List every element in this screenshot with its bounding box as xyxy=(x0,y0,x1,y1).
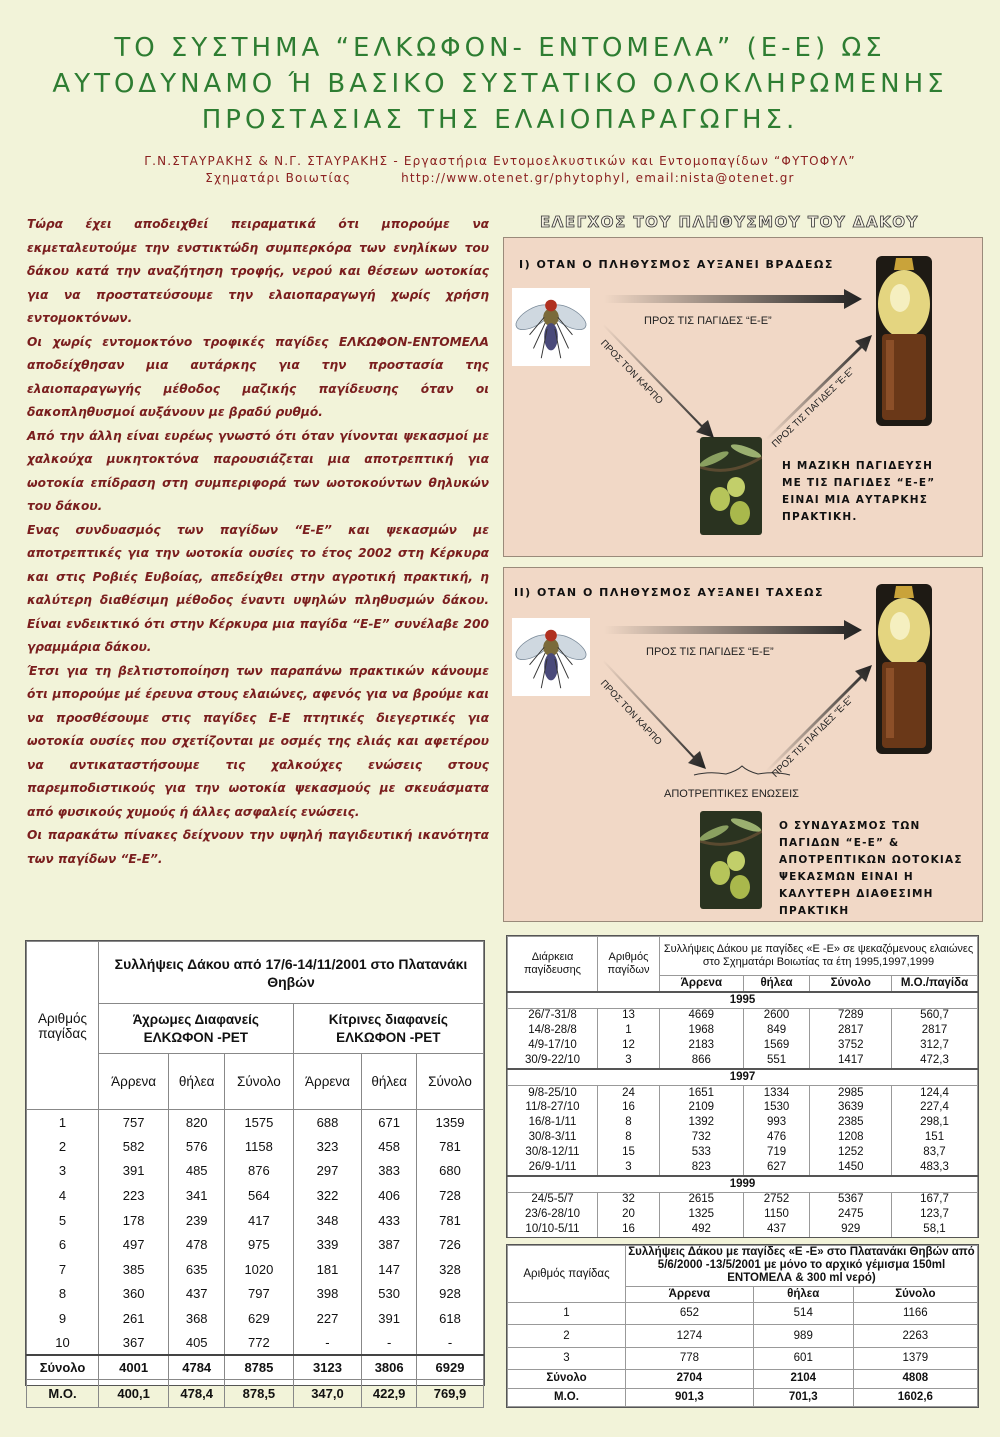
table-cell: 582 xyxy=(99,1134,169,1159)
column-header: θήλεα xyxy=(362,1054,417,1110)
table-cell: 3806 xyxy=(362,1355,417,1379)
table-cell: 2817 xyxy=(892,1023,978,1038)
table-cell: 437 xyxy=(743,1222,810,1237)
table-cell: 323 xyxy=(293,1134,362,1159)
table-cell: 478 xyxy=(169,1232,225,1257)
table-cell: 385 xyxy=(99,1257,169,1282)
table-cell: 769,9 xyxy=(417,1379,484,1407)
table-cell: 368 xyxy=(169,1306,225,1331)
panel-note: Ο ΣΥΝΔΥΑΣΜΟΣ ΤΩΝ ΠΑΓΙΔΩΝ “Ε-Ε” & ΑΠΟΤΡΕΠΤΙΚΩΝ ΩΟΤΟΚΙΑΣ ΨΕΚΑΣΜΩΝ ΕΙΝΑΙ Η ΚΑΛΥΤΕΡΗ ΔΙΑΘΕΣΙΜΗ ΠΡΑΚΤΙΚΗ xyxy=(779,820,963,917)
table-cell: 772 xyxy=(225,1331,293,1356)
table-cell: 1166 xyxy=(853,1303,977,1325)
table-cell: 726 xyxy=(417,1232,484,1257)
table-cell: 778 xyxy=(626,1347,754,1369)
table-cell: 7289 xyxy=(810,1008,892,1023)
table-cell: 618 xyxy=(417,1306,484,1331)
table-cell: 497 xyxy=(99,1232,169,1257)
table-title: Συλλήψεις Δάκου με παγίδες «Ε -Ε» σε ψεκαζόμενους ελαιώνες στο Σχηματάρι Βοιωτίας τα έτη 1995,1997,1999 xyxy=(660,937,978,976)
table-cell: 2263 xyxy=(853,1325,977,1347)
table-cell: 1379 xyxy=(853,1347,977,1369)
table-cell: 1575 xyxy=(225,1110,293,1135)
table-cell: 2385 xyxy=(810,1115,892,1130)
table-cell: 1651 xyxy=(660,1085,744,1100)
table-cell: 1530 xyxy=(743,1101,810,1116)
table-cell: 26/9-1/11 xyxy=(508,1160,598,1176)
table-cell: 11/8-27/10 xyxy=(508,1101,598,1116)
arrow-label-fruit-to-traps: ΠΡΟΣ ΤΙΣ ΠΑΓΙΔΕΣ “Ε-Ε” xyxy=(770,693,856,780)
table-cell: 1450 xyxy=(810,1160,892,1176)
table-row xyxy=(508,1130,978,1145)
table-cell: 560,7 xyxy=(892,1008,978,1023)
group-header: Άχρωμες Διαφανείς ΕΛΚΩΦΟΝ -PET xyxy=(99,1004,294,1054)
table-cell: 1252 xyxy=(810,1145,892,1160)
table-cell: 398 xyxy=(293,1282,362,1307)
column-header: θήλεα xyxy=(169,1054,225,1110)
table-cell: 1020 xyxy=(225,1257,293,1282)
table-row xyxy=(508,1008,978,1023)
paragraph-4: Ενας συνδυασμός των παγίδων “Ε-Ε” και ψεκασμών με αποτρεπτικές για την ωοτοκία ουσίες το έτος 2002 στη Κέρκυρα και στις Ροβιές Ευβοίας, απεδείχθει στην αγροτική πρακτική, η καλύτερη διαθέσιμη μέθοδος έναντι υψηλών πληθυσμών δάκου. Είναι ενδεικτικό ότι στην Κέρκυρα μια παγίδα “Ε-Ε” συνέλαβε 200 γραμμάρια δάκου. xyxy=(27,522,489,654)
table-row xyxy=(508,1207,978,1222)
table-cell: 406 xyxy=(362,1183,417,1208)
table-row xyxy=(27,1159,484,1184)
table-cell: 4808 xyxy=(853,1370,977,1388)
table-cell: 297 xyxy=(293,1159,362,1184)
table-cell: 16 xyxy=(598,1222,660,1237)
table-cell: 4001 xyxy=(99,1355,169,1379)
table-row xyxy=(27,1110,484,1135)
table-title: Συλλήψεις Δάκου από 17/6-14/11/2001 στο Πλατανάκι Θηβών xyxy=(99,942,484,1004)
arrow-label-to-fruit: ΠΡΟΣ ΤΟΝ ΚΑΡΠΟ xyxy=(597,678,664,748)
arrow-label-to-traps: ΠΡΟΣ ΤΙΣ ΠΑΓΙΔΕΣ “Ε-Ε” xyxy=(644,315,772,327)
table-cell: 10/10-5/11 xyxy=(508,1222,598,1237)
year-row xyxy=(508,992,978,1008)
table-platanaki-2001 xyxy=(25,940,485,1401)
table-cell: 341 xyxy=(169,1183,225,1208)
table-cell: 3123 xyxy=(293,1355,362,1379)
table-cell: 7 xyxy=(27,1257,99,1282)
table-cell: 2104 xyxy=(753,1370,853,1388)
table-row xyxy=(508,1303,978,1325)
table-schimatari-1995-1999 xyxy=(506,935,979,1238)
table-cell: 472,3 xyxy=(892,1053,978,1069)
table-cell: 387 xyxy=(362,1232,417,1257)
page-title xyxy=(0,30,1000,138)
table-cell: - xyxy=(293,1331,362,1356)
table-row xyxy=(508,1192,978,1207)
table-cell: 929 xyxy=(810,1222,892,1237)
table-cell: 3639 xyxy=(810,1101,892,1116)
table-cell: 16 xyxy=(598,1101,660,1116)
table-cell: 478,4 xyxy=(169,1379,225,1407)
year-row xyxy=(508,1176,978,1192)
table-cell: 405 xyxy=(169,1331,225,1356)
table-cell: 391 xyxy=(99,1159,169,1184)
table-cell: 26/7-31/8 xyxy=(508,1008,598,1023)
table-cell: 530 xyxy=(362,1282,417,1307)
table-cell: 4669 xyxy=(660,1008,744,1023)
table-cell: 347,0 xyxy=(293,1379,362,1407)
table-cell: 781 xyxy=(417,1208,484,1233)
table-cell: 533 xyxy=(660,1145,744,1160)
column-header: Σύνολο xyxy=(853,1286,977,1302)
table-cell: 6 xyxy=(27,1232,99,1257)
table-cell: 3752 xyxy=(810,1038,892,1053)
table-cell: 2985 xyxy=(810,1085,892,1100)
table-cell: 151 xyxy=(892,1130,978,1145)
table-cell: 2475 xyxy=(810,1207,892,1222)
table-cell: 1392 xyxy=(660,1115,744,1130)
table-cell: 1208 xyxy=(810,1130,892,1145)
table-cell: 12 xyxy=(598,1038,660,1053)
column-header: Άρρενα xyxy=(99,1054,169,1110)
table-cell: 20 xyxy=(598,1207,660,1222)
table-row xyxy=(508,1101,978,1116)
table-cell: 383 xyxy=(362,1159,417,1184)
panel-note: Η ΜΑΖΙΚΗ ΠΑΓΙΔΕΥΣΗ ΜΕ ΤΙΣ ΠΑΓΙΔΕΣ “Ε-Ε” ΕΙΝΑΙ ΜΙΑ ΑΥΤΑΡΚΗΣ ΠΡΑΚΤΙΚΗ. xyxy=(782,460,936,523)
table-cell: 9 xyxy=(27,1306,99,1331)
table-cell: 360 xyxy=(99,1282,169,1307)
table-cell: 239 xyxy=(169,1208,225,1233)
table-cell: 3 xyxy=(27,1159,99,1184)
table-cell: 13 xyxy=(598,1008,660,1023)
table-cell: 629 xyxy=(225,1306,293,1331)
table-cell: 3 xyxy=(598,1053,660,1069)
table-cell: 2109 xyxy=(660,1101,744,1116)
table-platanaki-2000-2001 xyxy=(506,1244,979,1408)
table-cell: 32 xyxy=(598,1192,660,1207)
table-cell: 719 xyxy=(743,1145,810,1160)
table-cell: 1334 xyxy=(743,1085,810,1100)
column-header: Άρρενα xyxy=(293,1054,362,1110)
table-cell: 797 xyxy=(225,1282,293,1307)
table-cell: 14/8-28/8 xyxy=(508,1023,598,1038)
table-cell: 339 xyxy=(293,1232,362,1257)
table-cell: 15 xyxy=(598,1145,660,1160)
table-cell: 492 xyxy=(660,1222,744,1237)
table-cell: 1602,6 xyxy=(853,1388,977,1406)
table-cell: 261 xyxy=(99,1306,169,1331)
table-row xyxy=(508,1115,978,1130)
table-cell: 901,3 xyxy=(626,1388,754,1406)
table-cell: 4 xyxy=(27,1183,99,1208)
table-cell: 757 xyxy=(99,1110,169,1135)
paragraph-6: Οι παρακάτω πίνακες δείχνουν την υψηλή παγιδευτική ικανότητα των παγίδων “Ε-Ε”. xyxy=(27,828,489,866)
table-cell: 2183 xyxy=(660,1038,744,1053)
table-row xyxy=(27,1331,484,1356)
table-cell: 58,1 xyxy=(892,1222,978,1237)
table-cell: Σύνολο xyxy=(27,1355,99,1379)
table-cell: 993 xyxy=(743,1115,810,1130)
table-row xyxy=(27,1208,484,1233)
table-row xyxy=(508,1038,978,1053)
table-cell: 820 xyxy=(169,1110,225,1135)
table-cell: 680 xyxy=(417,1159,484,1184)
arrow-label-to-fruit: ΠΡΟΣ ΤΟΝ ΚΑΡΠΟ xyxy=(598,338,665,407)
authors-location: Σχηματάρι Βοιωτίας xyxy=(205,171,352,185)
column-header: Μ.Ο./παγίδα xyxy=(892,975,978,991)
deterrent-label: ΑΠΟΤΡΕΠΤΙΚΕΣ ΕΝΩΣΕΙΣ xyxy=(664,788,799,800)
table-cell: 400,1 xyxy=(99,1379,169,1407)
table-cell: 688 xyxy=(293,1110,362,1135)
table-cell: 551 xyxy=(743,1053,810,1069)
table-title: Συλλήψεις Δάκου με παγίδες «Ε -Ε» στο Πλατανάκι Θηβών από 5/6/2000 -13/5/2001 με μόνο το αρχικό γέμισμα 150ml ΕΝΤΟΜΕΛΑ & 300 ml νερό) xyxy=(626,1246,978,1287)
table-cell: 367 xyxy=(99,1331,169,1356)
authors-block xyxy=(0,153,1000,187)
table-cell: 1569 xyxy=(743,1038,810,1053)
table-cell: 23/6-28/10 xyxy=(508,1207,598,1222)
table-row xyxy=(27,1257,484,1282)
table-cell: 3 xyxy=(598,1160,660,1176)
table-cell: 8785 xyxy=(225,1355,293,1379)
table-cell: 1359 xyxy=(417,1110,484,1135)
paragraph-3: Από την άλλη είναι ευρέως γνωστό ότι όταν γίνονται ψεκασμοί με χαλκούχα μυκητοκτόνα παρουσιάζεται μια αποτρεπτική για ωοτοκία επίδραση στη συμπεριφορά των ωοτοκούντων θηλυκών του δάκου. xyxy=(27,428,489,513)
column-header: Σύνολο xyxy=(225,1054,293,1110)
table-cell: 4/9-17/10 xyxy=(508,1038,598,1053)
table-row xyxy=(508,1325,978,1347)
table-cell: 10 xyxy=(27,1331,99,1356)
authors-contact: http://www.otenet.gr/phytophyl, email:nista@otenet.gr xyxy=(401,171,795,185)
table-cell: 671 xyxy=(362,1110,417,1135)
table-cell: 181 xyxy=(293,1257,362,1282)
table-cell: 24 xyxy=(598,1085,660,1100)
table-cell: 989 xyxy=(753,1325,853,1347)
table-row xyxy=(27,1282,484,1307)
authors-line: Γ.Ν.ΣΤΑΥΡΑΚΗΣ & Ν.Γ. ΣΤΑΥΡΑΚΗΣ - Εργαστήρια Εντομοελκυστικών και Εντομοπαγίδων “ΦΥΤΟΦΥΛ” xyxy=(144,154,856,168)
table-cell: 8 xyxy=(598,1115,660,1130)
slow-growth-panel xyxy=(503,237,983,557)
column-header: θήλεα xyxy=(743,975,810,991)
table-cell: 2600 xyxy=(743,1008,810,1023)
table-cell: 652 xyxy=(626,1303,754,1325)
paragraph-2: Οι χωρίς εντομοκτόνο τροφικές παγίδες ΕΛΚΩΦΟΝ-ΕΝΤΟΜΕΛΑ αποδείχθησαν μια αυτάρκης για την προστασία της ελαιοπαραγωγής μέθοδος μαζικής παγίδευσης όταν οι δακοπληθυσμοί αυξάνουν με βραδύ ρυθμό. xyxy=(27,334,489,419)
table-cell: 2 xyxy=(27,1134,99,1159)
table-cell: 83,7 xyxy=(892,1145,978,1160)
table-cell: 1 xyxy=(598,1023,660,1038)
table-cell: 8 xyxy=(598,1130,660,1145)
table-cell: 1997 xyxy=(508,1069,978,1085)
fast-growth-panel xyxy=(503,567,983,922)
table-cell: 322 xyxy=(293,1183,362,1208)
table-cell: 417 xyxy=(225,1208,293,1233)
table-row xyxy=(27,1306,484,1331)
table-cell: 1274 xyxy=(626,1325,754,1347)
table-cell: 701,3 xyxy=(753,1388,853,1406)
title-line-2: ΑΥΤΟΔΥΝΑΜΟ Ή ΒΑΣΙΚΟ ΣΥΣΤΑΤΙΚΟ ΟΛΟΚΛΗΡΩΜΕΝΗΣ xyxy=(52,69,948,99)
table-row xyxy=(508,1222,978,1237)
group-header: Κίτρινες διαφανείς ΕΛΚΩΦΟΝ -PET xyxy=(293,1004,483,1054)
table-cell: 576 xyxy=(169,1134,225,1159)
table-cell: Μ.Ο. xyxy=(27,1379,99,1407)
table-cell: 1325 xyxy=(660,1207,744,1222)
table-cell: 5 xyxy=(27,1208,99,1233)
table-cell: 422,9 xyxy=(362,1379,417,1407)
column-header: Άρρενα xyxy=(626,1286,754,1302)
table-cell: 1158 xyxy=(225,1134,293,1159)
panel-heading: II) ΟΤΑΝ Ο ΠΛΗΘΥΣΜΟΣ ΑΥΞΑΝΕΙ ΤΑΧΕΩΣ xyxy=(514,586,824,599)
arrow-label-fruit-to-traps: ΠΡΟΣ ΤΙΣ ΠΑΓΙΔΕΣ “Ε-Ε” xyxy=(770,365,857,450)
table-cell: 312,7 xyxy=(892,1038,978,1053)
table-row xyxy=(508,1145,978,1160)
column-header: Άρρενα xyxy=(660,975,744,991)
table-cell: 483,3 xyxy=(892,1160,978,1176)
table-cell: 147 xyxy=(362,1257,417,1282)
panel-heading: I) ΟΤΑΝ Ο ΠΛΗΘΥΣΜΟΣ ΑΥΞΑΝΕΙ ΒΡΑΔΕΩΣ xyxy=(519,258,834,271)
table-cell: 298,1 xyxy=(892,1115,978,1130)
title-line-1: ΤΟ ΣΥΣΤΗΜΑ “ΕΛΚΩΦΟΝ- ΕΝΤΟΜΕΛΑ” (Ε-Ε) ΩΣ xyxy=(114,33,886,63)
column-header: Διάρκεια παγίδευσης xyxy=(508,937,598,992)
column-header: Αριθμός παγίδων xyxy=(598,937,660,992)
table-row xyxy=(508,1053,978,1069)
table-cell: 178 xyxy=(99,1208,169,1233)
table-cell: 30/8-3/11 xyxy=(508,1130,598,1145)
paragraph-1: Τώρα έχει αποδειχθεί πειραματικά ότι μπορούμε να εκμεταλευτούμε την ενστικτώδη συμπερκόρα των ενηλίκων του δάκου κατά την αναζήτηση τροφής, νερού και θέσεων ωοτοκίας για να προστατεύσουμε την ελαιοπαραγωγή χωρίς χρήση εντομοκτόνων. xyxy=(27,217,489,325)
table-cell: 227 xyxy=(293,1306,362,1331)
table-cell: 8 xyxy=(27,1282,99,1307)
paragraph-5: Έτσι για τη βελτιστοποίηση των παραπάνω πρακτικών κάνουμε ότι μπορούμε μέ έρευνα στους ελαιώνες, αφενός για να βρούμε και να προσθέσουμε στις παγίδες Ε-Ε πτητικές διεγερτικές για ωοτοκία ουσίες που σχετίζονται με οσμές της ελιάς και αφετέρου να αντικαταστήσουμε τις χαλκούχες ενώσεις στους παρεμποδιστικούς για την ωοτοκία ψεκασμούς με σκευάσματα από φυσικούς χυμούς ή άλλες ασφαλείς ενώσεις. xyxy=(27,663,489,819)
table-row xyxy=(27,1183,484,1208)
table-cell: 2817 xyxy=(810,1023,892,1038)
table-cell: - xyxy=(417,1331,484,1356)
table-row xyxy=(27,1232,484,1257)
column-header: Σύνολο xyxy=(417,1054,484,1110)
year-row xyxy=(508,1069,978,1085)
control-section-title: ΕΛΕΓΧΟΣ ΤΟΥ ΠΛΗΘΥΣΜΟΥ ΤΟΥ ΔΑΚΟΥ xyxy=(540,213,919,231)
table-cell: 876 xyxy=(225,1159,293,1184)
column-header: θήλεα xyxy=(753,1286,853,1302)
table-cell: 2752 xyxy=(743,1192,810,1207)
table-cell: 635 xyxy=(169,1257,225,1282)
table-cell: 328 xyxy=(417,1257,484,1282)
column-header: Σύνολο xyxy=(810,975,892,991)
table-cell: 433 xyxy=(362,1208,417,1233)
table-cell: 4784 xyxy=(169,1355,225,1379)
table-cell: - xyxy=(362,1331,417,1356)
table-cell: 124,4 xyxy=(892,1085,978,1100)
table-cell: 728 xyxy=(417,1183,484,1208)
table-cell: 123,7 xyxy=(892,1207,978,1222)
table-cell: 3 xyxy=(508,1347,626,1369)
table-cell: 458 xyxy=(362,1134,417,1159)
table-cell: 2615 xyxy=(660,1192,744,1207)
intro-text xyxy=(27,213,489,871)
title-line-3: ΠΡΟΣΤΑΣΙΑΣ ΤΗΣ ΕΛΑΙΟΠΑΡΑΓΩΓΗΣ. xyxy=(201,105,799,135)
table-cell: 601 xyxy=(753,1347,853,1369)
table-cell: 1417 xyxy=(810,1053,892,1069)
table-cell: 878,5 xyxy=(225,1379,293,1407)
table-cell: 167,7 xyxy=(892,1192,978,1207)
table-cell: 1995 xyxy=(508,992,978,1008)
table-row xyxy=(508,1023,978,1038)
table-cell: 823 xyxy=(660,1160,744,1176)
table-row xyxy=(508,1085,978,1100)
table-cell: 627 xyxy=(743,1160,810,1176)
table-cell: Σύνολο xyxy=(508,1370,626,1388)
table-cell: 437 xyxy=(169,1282,225,1307)
table-cell: 476 xyxy=(743,1130,810,1145)
table-cell: 1968 xyxy=(660,1023,744,1038)
table-cell: 1150 xyxy=(743,1207,810,1222)
table-cell: 781 xyxy=(417,1134,484,1159)
table-cell: 348 xyxy=(293,1208,362,1233)
table-cell: 9/8-25/10 xyxy=(508,1085,598,1100)
table-cell: 849 xyxy=(743,1023,810,1038)
table-cell: 2 xyxy=(508,1325,626,1347)
table-cell: 564 xyxy=(225,1183,293,1208)
authors-address xyxy=(0,170,1000,187)
table-cell: 16/8-1/11 xyxy=(508,1115,598,1130)
column-header: Αριθμός παγίδας xyxy=(508,1246,626,1303)
table-cell: 30/8-12/11 xyxy=(508,1145,598,1160)
table-cell: 5367 xyxy=(810,1192,892,1207)
table-cell: 6929 xyxy=(417,1355,484,1379)
table-cell: 1999 xyxy=(508,1176,978,1192)
table-cell: 866 xyxy=(660,1053,744,1069)
table-cell: 732 xyxy=(660,1130,744,1145)
table-cell: 1 xyxy=(27,1110,99,1135)
table-row xyxy=(508,1347,978,1369)
table-cell: 227,4 xyxy=(892,1101,978,1116)
table-cell: 30/9-22/10 xyxy=(508,1053,598,1069)
table-cell: 1 xyxy=(508,1303,626,1325)
table-cell: 485 xyxy=(169,1159,225,1184)
table-cell: 24/5-5/7 xyxy=(508,1192,598,1207)
table-cell: 2704 xyxy=(626,1370,754,1388)
table-cell: 514 xyxy=(753,1303,853,1325)
column-header: Αριθμός παγίδας xyxy=(27,942,99,1110)
table-cell: 975 xyxy=(225,1232,293,1257)
table-cell: 391 xyxy=(362,1306,417,1331)
table-row xyxy=(508,1160,978,1176)
table-row xyxy=(27,1134,484,1159)
arrow-label-to-traps: ΠΡΟΣ ΤΙΣ ΠΑΓΙΔΕΣ “Ε-Ε” xyxy=(646,646,774,658)
table-cell: 928 xyxy=(417,1282,484,1307)
table-cell: Μ.Ο. xyxy=(508,1388,626,1406)
table-cell: 223 xyxy=(99,1183,169,1208)
